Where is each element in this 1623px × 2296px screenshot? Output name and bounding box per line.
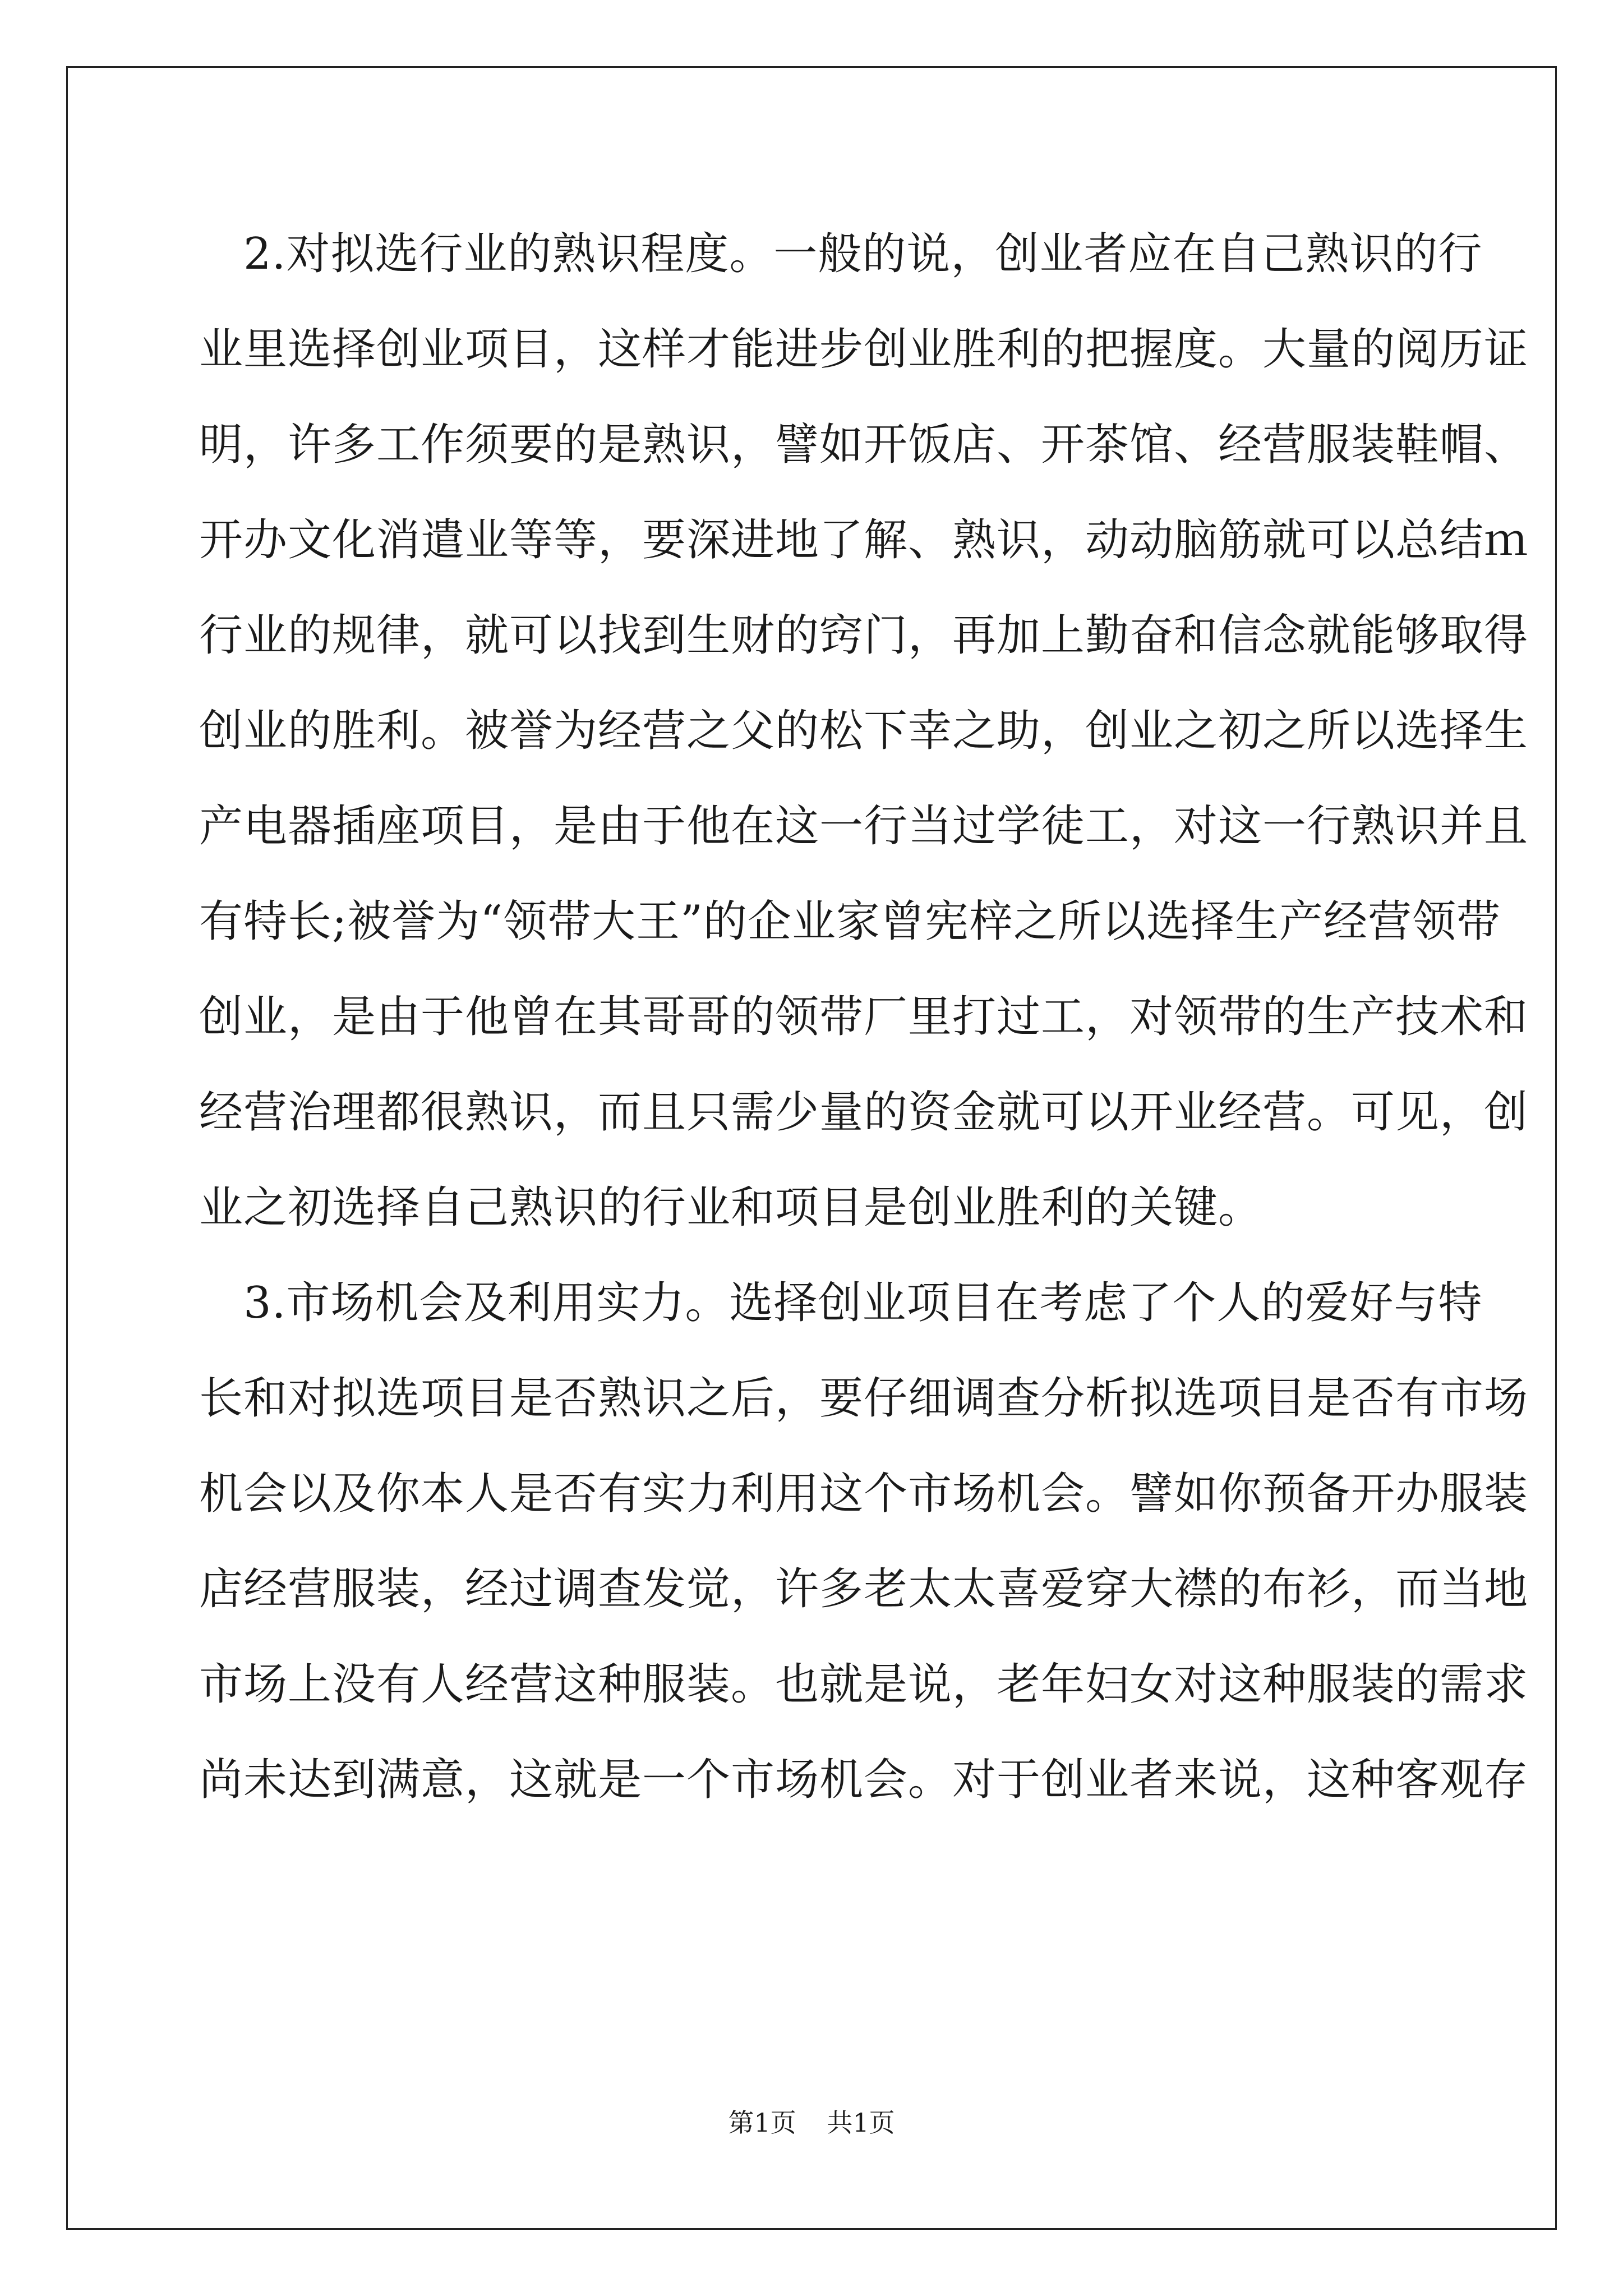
text-line-1: 2.对拟选行业的熟识程度。一般的说，创业者应在自己熟识的行 bbox=[199, 229, 1483, 279]
text-line-6: 创业的胜利。被誉为经营之父的松下幸之助，创业之初之所以选择生 bbox=[199, 706, 1529, 756]
text-line-7: 产电器插座项目，是由于他在这一行当过学徒工，对这一行熟识并且 bbox=[199, 801, 1529, 852]
text-line-16: 市场上没有人经营这种服装。也就是说，老年妇女对这种服装的需求 bbox=[199, 1659, 1529, 1710]
page-number: 第1页 bbox=[728, 2108, 796, 2138]
text-line-14: 机会以及你本人是否有实力利用这个市场机会。譬如你预备开办服装 bbox=[199, 1469, 1529, 1519]
text-line-17: 尚未达到满意，这就是一个市场机会。对于创业者来说，这种客观存 bbox=[199, 1755, 1529, 1805]
text-line-10: 经营治理都很熟识，而且只需少量的资金就可以开业经营。可见，创 bbox=[199, 1087, 1529, 1138]
page-footer bbox=[0, 2102, 1623, 2139]
page-total: 共1页 bbox=[827, 2108, 895, 2138]
text-line-4: 开办文化消遣业等等，要深进地了解、熟识，动动脑筋就可以总结ｍ bbox=[199, 515, 1529, 565]
text-line-11: 业之初选择自己熟识的行业和项目是创业胜利的关键。 bbox=[199, 1182, 1263, 1233]
text-line-3: 明，许多工作须要的是熟识，譬如开饭店、开茶馆、经营服装鞋帽、 bbox=[199, 420, 1529, 470]
text-lines bbox=[199, 206, 1529, 1828]
text-line-2: 业里选择创业项目，这样才能进步创业胜利的把握度。大量的阅历证 bbox=[199, 324, 1529, 375]
document-body bbox=[199, 206, 1529, 1828]
text-line-15: 店经营服装，经过调查发觉，许多老太太喜爱穿大襟的布衫，而当地 bbox=[199, 1564, 1529, 1614]
text-line-8: 有特长;被誉为“领带大王”的企业家曾宪梓之所以选择生产经营领带 bbox=[199, 896, 1501, 947]
text-line-9: 创业，是由于他曾在其哥哥的领带厂里打过工，对领带的生产技术和 bbox=[199, 992, 1529, 1042]
text-line-13: 长和对拟选项目是否熟识之后，要仔细调查分析拟选项目是否有市场 bbox=[199, 1373, 1529, 1424]
text-line-5: 行业的规律，就可以找到生财的窍门，再加上勤奋和信念就能够取得 bbox=[199, 610, 1529, 661]
text-line-12: 3.市场机会及利用实力。选择创业项目在考虑了个人的爱好与特 bbox=[199, 1278, 1483, 1328]
